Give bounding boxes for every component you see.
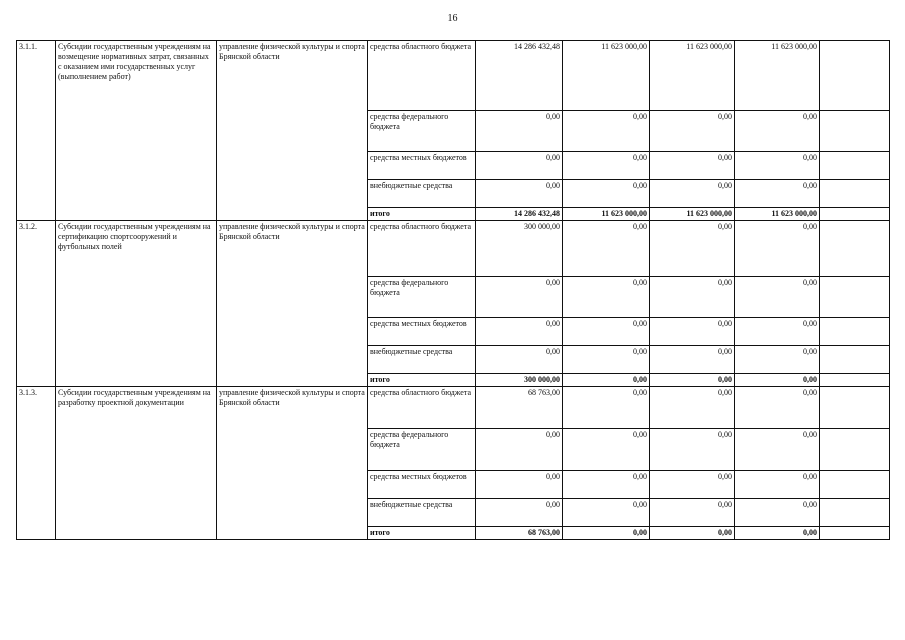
empty-cell [820, 429, 890, 471]
value-cell: 11 623 000,00 [650, 41, 735, 111]
empty-cell [820, 208, 890, 221]
value-cell: 0,00 [735, 346, 820, 374]
value-cell: 0,00 [476, 318, 563, 346]
value-cell: 300 000,00 [476, 221, 563, 277]
measure-description: Субсидии государственным учреждениям на разработку проектной документации [56, 387, 217, 540]
value-cell: 0,00 [735, 429, 820, 471]
value-cell: 0,00 [563, 318, 650, 346]
total-label: итого [368, 527, 476, 540]
value-cell: 0,00 [476, 277, 563, 318]
total-label: итого [368, 374, 476, 387]
funding-source: средства областного бюджета [368, 387, 476, 429]
measure-description: Субсидии государственным учреждениям на сертификацию спортсооружений и футбольных полей [56, 221, 217, 387]
value-cell: 0,00 [563, 387, 650, 429]
funding-source: средства федерального бюджета [368, 277, 476, 318]
total-value: 14 286 432,48 [476, 208, 563, 221]
funding-source: средства местных бюджетов [368, 152, 476, 180]
empty-cell [820, 527, 890, 540]
measure-block-3-1-1 [17, 41, 890, 221]
funding-source: средства областного бюджета [368, 41, 476, 111]
page-number: 16 [447, 13, 458, 24]
value-cell: 0,00 [650, 499, 735, 527]
empty-cell [820, 374, 890, 387]
total-value: 300 000,00 [476, 374, 563, 387]
measure-code: 3.1.3. [17, 387, 56, 540]
value-cell: 0,00 [650, 471, 735, 499]
value-cell: 0,00 [735, 277, 820, 318]
value-cell: 0,00 [735, 318, 820, 346]
total-value: 0,00 [563, 527, 650, 540]
total-label: итого [368, 208, 476, 221]
total-value: 0,00 [735, 374, 820, 387]
value-cell: 0,00 [650, 318, 735, 346]
empty-cell [820, 346, 890, 374]
value-cell: 0,00 [735, 180, 820, 208]
value-cell: 11 623 000,00 [735, 41, 820, 111]
value-cell: 0,00 [735, 387, 820, 429]
measure-executor: управление физической культуры и спорта Брянской области [217, 221, 368, 387]
funding-source: внебюджетные средства [368, 499, 476, 527]
value-cell: 0,00 [476, 471, 563, 499]
empty-cell [820, 387, 890, 429]
measure-block-3-1-3 [17, 387, 890, 540]
measure-code: 3.1.1. [17, 41, 56, 221]
total-value: 0,00 [650, 374, 735, 387]
funding-source: средства областного бюджета [368, 221, 476, 277]
empty-cell [820, 471, 890, 499]
measure-executor: управление физической культуры и спорта Брянской области [217, 387, 368, 540]
table-row [17, 221, 890, 277]
value-cell: 0,00 [735, 499, 820, 527]
funding-source: средства федерального бюджета [368, 111, 476, 152]
funding-source: средства местных бюджетов [368, 318, 476, 346]
value-cell: 0,00 [650, 221, 735, 277]
table-row [17, 41, 890, 111]
value-cell: 0,00 [735, 221, 820, 277]
value-cell: 0,00 [650, 346, 735, 374]
empty-cell [820, 152, 890, 180]
total-value: 11 623 000,00 [650, 208, 735, 221]
measure-description: Субсидии государственным учреждениям на возмещение нормативных затрат, связанных с оказанием ими государственных услуг (выполнением работ) [56, 41, 217, 221]
value-cell: 68 763,00 [476, 387, 563, 429]
value-cell: 0,00 [476, 346, 563, 374]
value-cell: 0,00 [650, 429, 735, 471]
empty-cell [820, 221, 890, 277]
value-cell: 0,00 [476, 499, 563, 527]
value-cell: 0,00 [563, 429, 650, 471]
funding-source: средства местных бюджетов [368, 471, 476, 499]
value-cell: 0,00 [563, 152, 650, 180]
value-cell: 0,00 [563, 499, 650, 527]
value-cell: 0,00 [650, 111, 735, 152]
total-value: 11 623 000,00 [563, 208, 650, 221]
value-cell: 0,00 [735, 111, 820, 152]
value-cell: 0,00 [476, 180, 563, 208]
value-cell: 0,00 [563, 180, 650, 208]
empty-cell [820, 41, 890, 111]
measure-block-3-1-2 [17, 221, 890, 387]
total-value: 68 763,00 [476, 527, 563, 540]
value-cell: 0,00 [563, 221, 650, 277]
value-cell: 0,00 [650, 180, 735, 208]
empty-cell [820, 318, 890, 346]
value-cell: 0,00 [563, 111, 650, 152]
measure-code: 3.1.2. [17, 221, 56, 387]
empty-cell [820, 499, 890, 527]
empty-cell [820, 180, 890, 208]
value-cell: 0,00 [650, 387, 735, 429]
total-value: 0,00 [735, 527, 820, 540]
value-cell: 0,00 [563, 346, 650, 374]
value-cell: 14 286 432,48 [476, 41, 563, 111]
table-row [17, 387, 890, 429]
program-budget-table [16, 40, 890, 540]
total-value: 11 623 000,00 [735, 208, 820, 221]
value-cell: 0,00 [735, 471, 820, 499]
value-cell: 0,00 [735, 152, 820, 180]
value-cell: 0,00 [563, 471, 650, 499]
value-cell: 0,00 [650, 277, 735, 318]
empty-cell [820, 277, 890, 318]
total-value: 0,00 [563, 374, 650, 387]
value-cell: 0,00 [476, 152, 563, 180]
funding-source: внебюджетные средства [368, 346, 476, 374]
measure-executor: управление физической культуры и спорта Брянской области [217, 41, 368, 221]
empty-cell [820, 111, 890, 152]
value-cell: 0,00 [650, 152, 735, 180]
funding-source: внебюджетные средства [368, 180, 476, 208]
value-cell: 0,00 [476, 111, 563, 152]
value-cell: 0,00 [476, 429, 563, 471]
value-cell: 11 623 000,00 [563, 41, 650, 111]
total-value: 0,00 [650, 527, 735, 540]
value-cell: 0,00 [563, 277, 650, 318]
funding-source: средства федерального бюджета [368, 429, 476, 471]
